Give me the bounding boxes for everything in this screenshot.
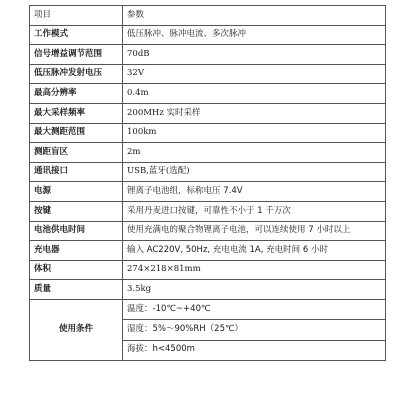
row-item-label: 测距盲区: [34, 146, 69, 157]
row-value: 0.4m: [127, 88, 149, 98]
row-item-cell: [30, 162, 123, 182]
row-item-cell: [30, 241, 123, 261]
row-value-cell: [123, 260, 386, 280]
conditions-item-cell: [30, 299, 123, 360]
conditions-item-label: 使用条件: [58, 324, 93, 335]
table-row-work-mode: [30, 25, 386, 45]
header-value-cell: [123, 6, 386, 26]
row-value-cell: [123, 45, 386, 65]
row-value-cell: [123, 241, 386, 261]
table-row-resolution: [30, 84, 386, 104]
row-item-label: 电池供电时间: [34, 225, 86, 236]
row-value: 采用丹麦进口按键，可靠性不小于 1 千万次: [127, 205, 291, 216]
row-item-label: 工作模式: [34, 29, 69, 40]
row-value-cell: [123, 64, 386, 84]
header-item-label: 项目: [34, 9, 52, 20]
condition-value-cell: [123, 320, 386, 340]
table-row-charger: [30, 241, 386, 261]
row-item-label: 质量: [34, 283, 52, 294]
row-value: 70dB: [127, 48, 150, 59]
table-row-interface: [30, 162, 386, 182]
row-value: 100km: [127, 127, 157, 138]
condition-value-cell: [123, 340, 386, 360]
row-item-label: 通讯接口: [34, 166, 69, 177]
header-item-cell: [30, 6, 123, 26]
table-row-gain-range: [30, 45, 386, 65]
table-row-blind-zone: [30, 143, 386, 163]
row-item-cell: [30, 103, 123, 123]
condition-temperature: 温度：-10℃~+40℃: [127, 303, 211, 314]
row-value: 274×218×81mm: [127, 264, 201, 275]
table-row-power: [30, 182, 386, 202]
row-value-cell: [123, 201, 386, 221]
table-row-keys: [30, 201, 386, 221]
row-value: 锂离子电池组，标称电压 7.4V: [127, 185, 243, 196]
row-value: USB,蓝牙(选配): [127, 166, 190, 177]
condition-altitude: 海拔：h<4500m: [127, 344, 195, 355]
header-value-label: 参数: [127, 9, 145, 20]
row-item-cell: [30, 280, 123, 300]
row-value-cell: [123, 162, 386, 182]
row-value: 输入 AC220V, 50Hz, 充电电流 1A, 充电时间 6 小时: [127, 244, 328, 255]
row-item-label: 最大测距范围: [34, 127, 86, 138]
table-row-battery-time: [30, 221, 386, 241]
row-item-cell: [30, 221, 123, 241]
row-value-cell: [123, 103, 386, 123]
row-value-cell: [123, 25, 386, 45]
condition-humidity: 湿度：5%～90%RH（25℃）: [127, 324, 244, 335]
row-item-cell: [30, 84, 123, 104]
row-value-cell: [123, 221, 386, 241]
row-item-label: 信号增益调节范围: [34, 48, 103, 59]
row-item-label: 电源: [34, 185, 52, 196]
row-value: 200MHz 实时采样: [127, 107, 201, 118]
row-value-cell: [123, 143, 386, 163]
table-row-max-range: [30, 123, 386, 143]
table-row-pulse-voltage: [30, 64, 386, 84]
row-item-cell: [30, 260, 123, 280]
row-value: 使用充满电的聚合物锂离子电池，可以连续使用 7 小时以上: [127, 225, 351, 236]
table-header-row: [30, 6, 386, 26]
row-item-label: 按键: [34, 205, 52, 216]
table-row-dimensions: [30, 260, 386, 280]
table-row-conditions-temperature: [30, 299, 386, 319]
row-value-cell: [123, 84, 386, 104]
row-item-cell: [30, 182, 123, 202]
table-row-weight: [30, 280, 386, 300]
row-item-cell: [30, 123, 123, 143]
row-item-cell: [30, 45, 123, 65]
row-item-cell: [30, 64, 123, 84]
row-value: 2m: [127, 146, 141, 157]
spec-table: [29, 5, 386, 361]
row-item-cell: [30, 201, 123, 221]
row-item-label: 低压脉冲发射电压: [34, 68, 103, 79]
row-item-cell: [30, 143, 123, 163]
row-value-cell: [123, 280, 386, 300]
row-item-cell: [30, 25, 123, 45]
row-item-label: 体积: [34, 264, 52, 275]
row-value-cell: [123, 182, 386, 202]
row-value: 32V: [127, 68, 144, 79]
row-value: 3.5kg: [127, 283, 152, 294]
condition-value-cell: [123, 299, 386, 319]
row-item-label: 充电器: [34, 244, 60, 255]
row-value-cell: [123, 123, 386, 143]
row-item-label: 最高分辨率: [34, 88, 77, 98]
row-value: 低压脉冲、脉冲电流、多次脉冲: [127, 29, 247, 40]
row-item-label: 最大采样频率: [34, 107, 86, 118]
table-row-sampling-rate: [30, 103, 386, 123]
